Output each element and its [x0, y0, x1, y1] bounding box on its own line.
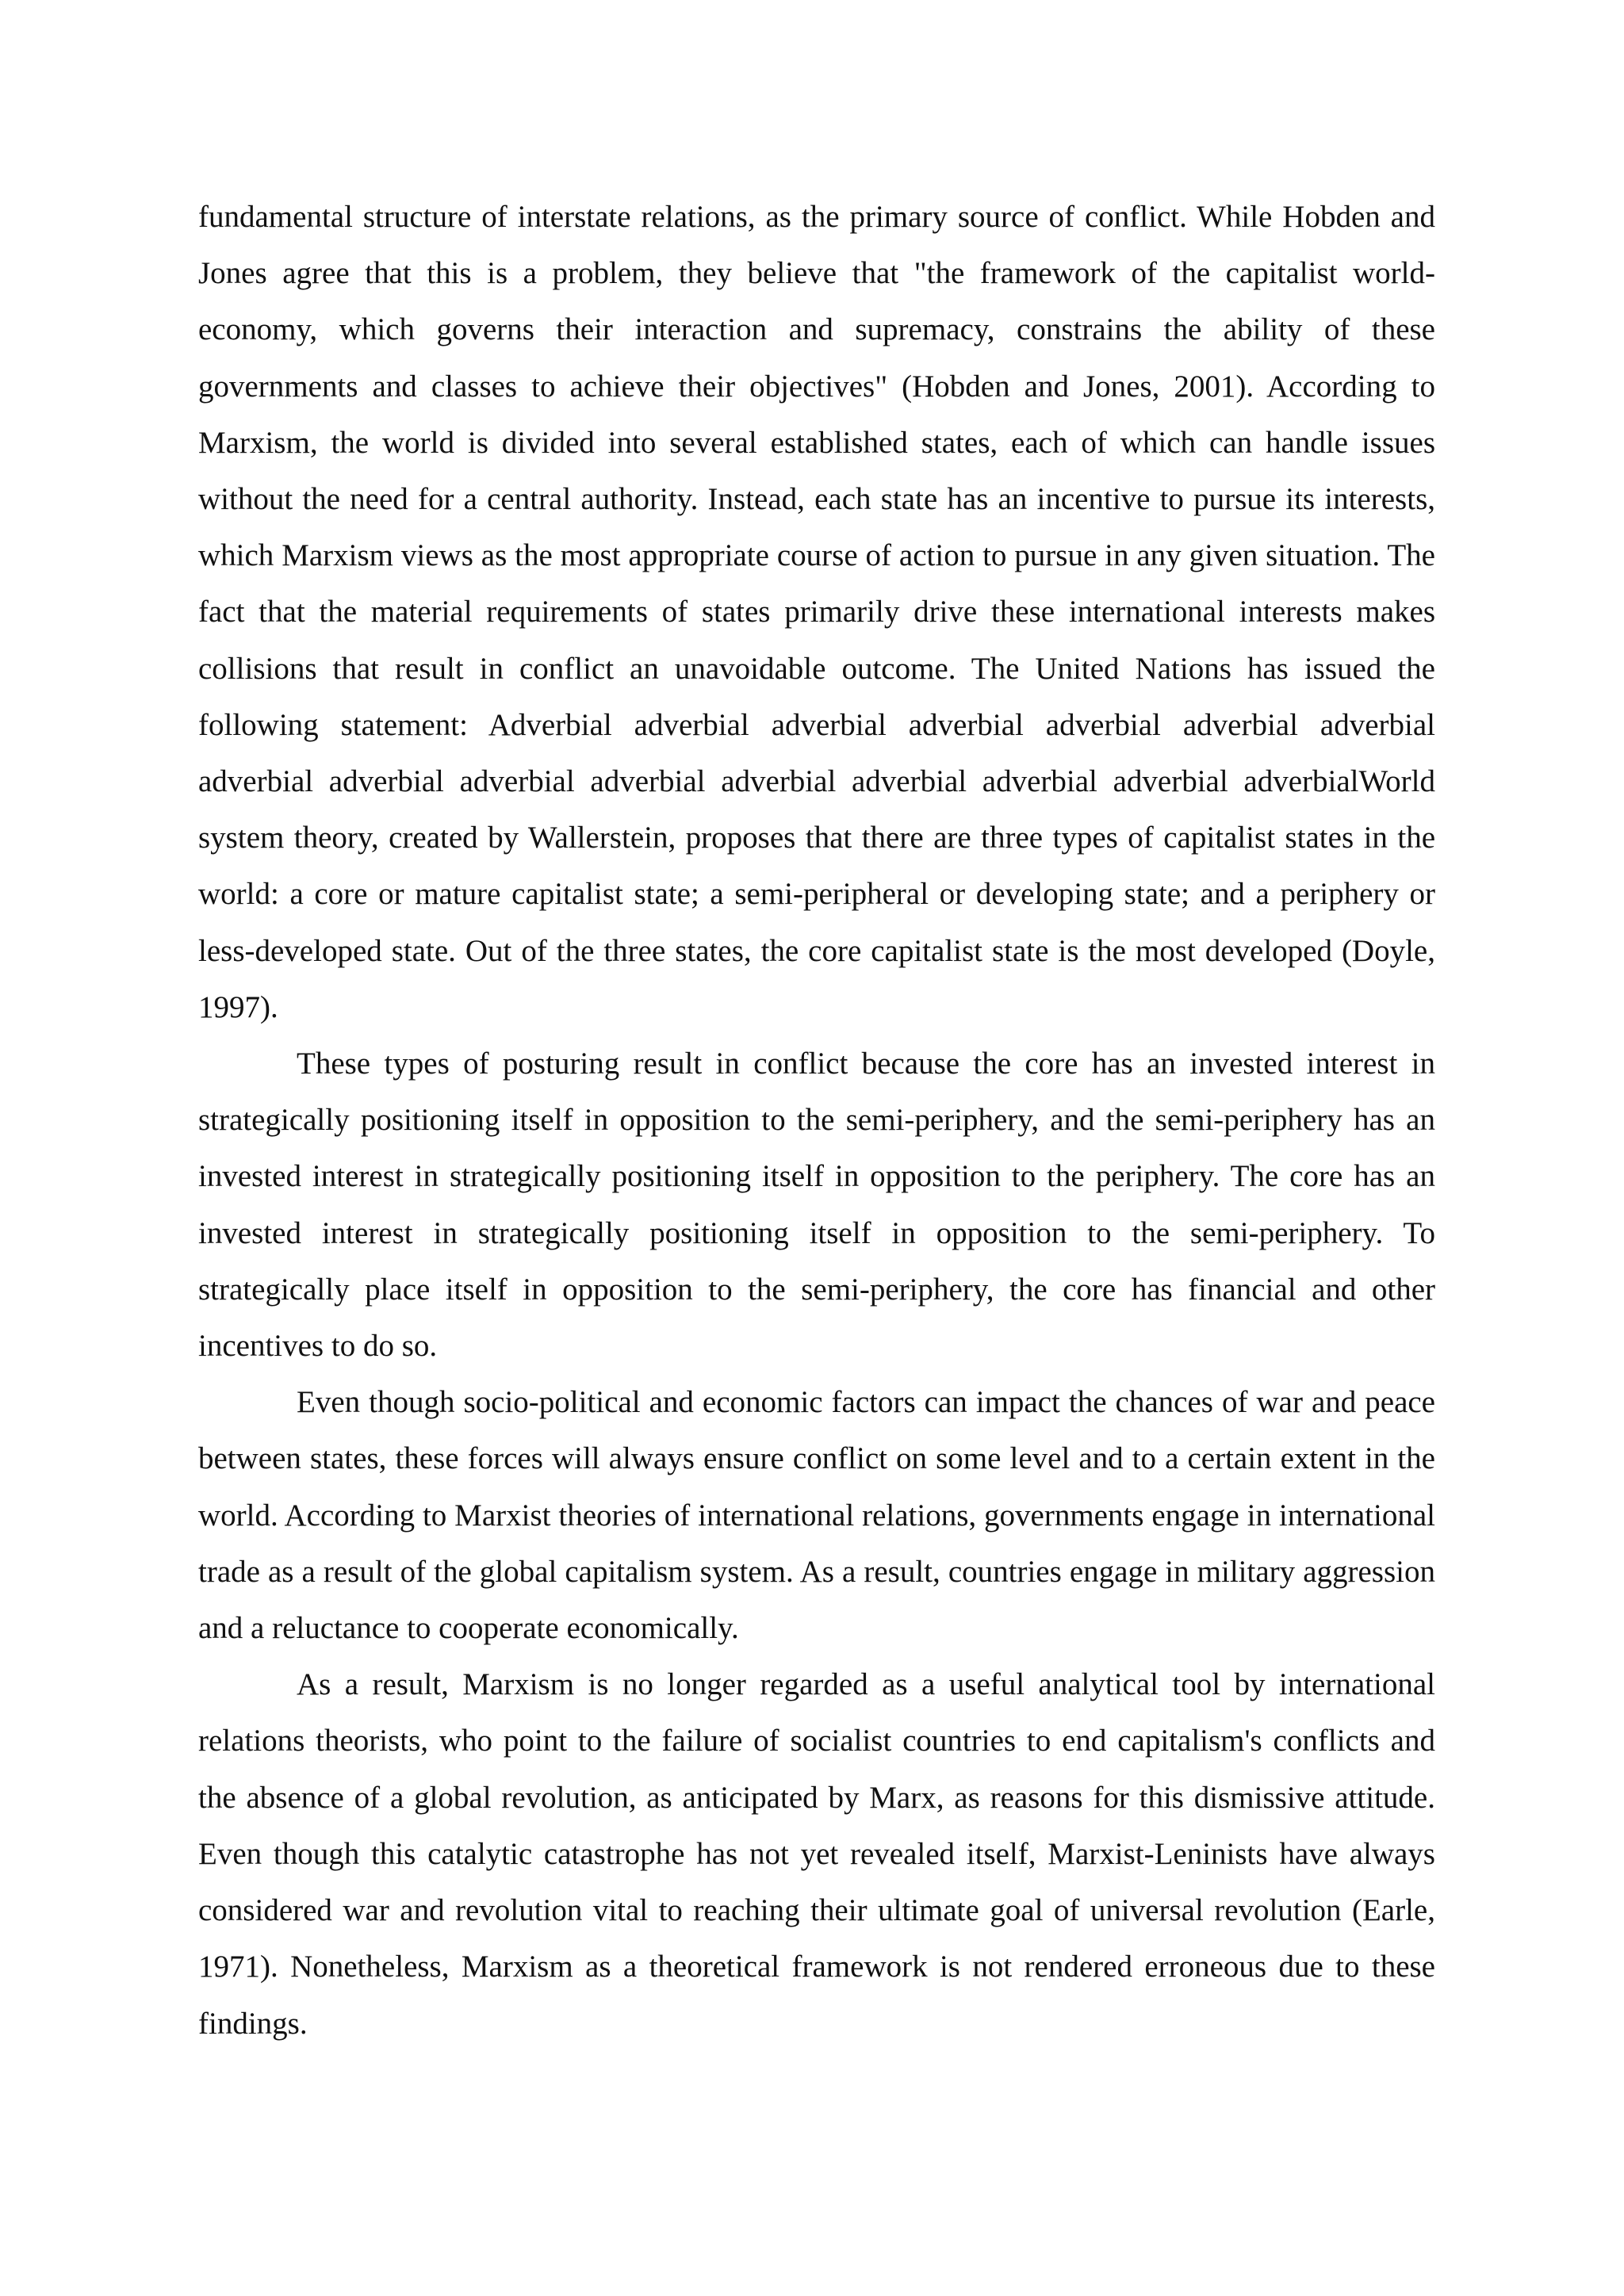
paragraph-marxism-critique: As a result, Marxism is no longer regarded as a useful analytical tool by international relations theorists, who point to the failure of socialist countries to end capitalism's conflicts and the absence of a global revolution, as anticipated by Marx, as reasons for this dismissive attitude. Even though this catalytic catastrophe has not yet revealed itself, Marxist-Leninists have always considered war and revolution vital to reaching their ultimate goal of universal revolution (Earle, 1971). Nonetheless, Marxism as a theoretical framework is not rendered erroneous due to these findings. [198, 1667, 1435, 2041]
body-text [198, 189, 1435, 2052]
paragraph-continuation: fundamental structure of interstate relations, as the primary source of conflict. While Hobden and Jones agree that this is a problem, they believe that "the framework of the capitalist world-economy, which governs their interaction and supremacy, constrains the ability of these governments and classes to achieve their objectives" (Hobden and Jones, 2001). According to Marxism, the world is divided into several established states, each of which can handle issues without the need for a central authority. Instead, each state has an incentive to pursue its interests, which Marxism views as the most appropriate course of action to pursue in any given situation. The fact that the material requirements of states primarily drive these international interests makes collisions that result in conflict an unavoidable outcome. The United Nations has issued the following statement: Adverbial adverbial adverbial adverbial adverbial adverbial adverbial adverbial adverbial adverbial adverbial adverbial adverbial adverbial adverbial adverbialWorld system theory, created by Wallerstein, proposes that there are three types of capitalist states in the world: a core or mature capitalist state; a semi-peripheral or developing state; and a periphery or less-developed state. Out of the three states, the core capitalist state is the most developed (Doyle, 1997). [198, 200, 1435, 1024]
paragraph-core-periphery: These types of posturing result in conflict because the core has an invested interest in strategically positioning itself in opposition to the semi-periphery, and the semi-periphery has an invested interest in strategically positioning itself in opposition to the periphery. The core has an invested interest in strategically positioning itself in opposition to the semi-periphery. To strategically place itself in opposition to the semi-periphery, the core has financial and other incentives to do so. [198, 1047, 1435, 1364]
paragraph-socio-political-factors: Even though socio-political and economic factors can impact the chances of war and peace between states, these forces will always ensure conflict on some level and to a certain extent in the world. According to Marxist theories of international relations, governments engage in international trade as a result of the global capitalism system. As a result, countries engage in military aggression and a reluctance to cooperate economically. [198, 1385, 1435, 1646]
